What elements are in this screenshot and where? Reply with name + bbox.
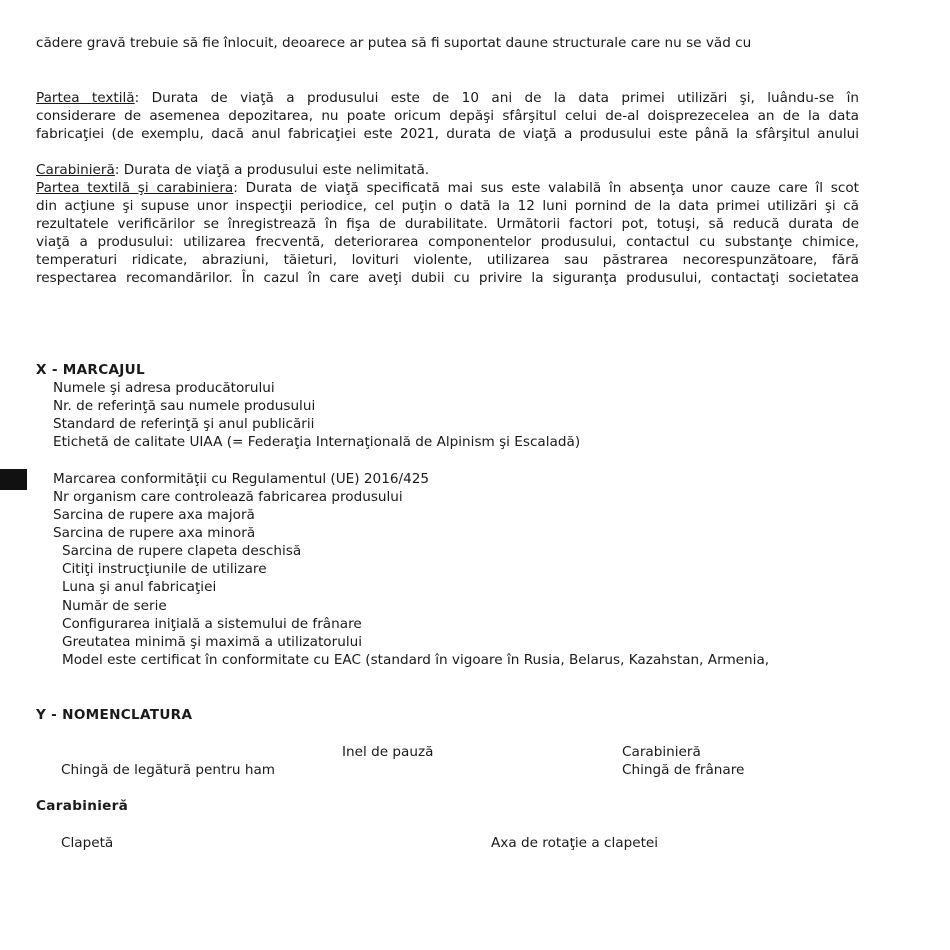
- label-carabiner: Carabinieră: [622, 744, 701, 760]
- label-gate-axis: Axa de rotaţie a clapetei: [491, 835, 659, 851]
- marking-item: Nr organism care controlează fabricarea produsului: [53, 489, 403, 505]
- textile-line-2: considerare de asemenea depozitarea, nu poate oricum depăşi sfârşitul celui de-al doisprezecelea an de la data: [36, 108, 859, 124]
- marking-item: Număr de serie: [62, 598, 167, 614]
- marking-item: Luna şi anul fabricaţiei: [62, 579, 217, 595]
- textile-label: Partea textilă: [36, 90, 135, 106]
- marking-item: Standard de referinţă şi anul publicării: [53, 416, 315, 432]
- marking-item: Nr. de referinţă sau numele produsului: [53, 398, 316, 414]
- lifetime-intro-line: cădere gravă trebuie să fie înlocuit, deoarece ar putea să fi suportat daune structurale care nu se văd cu: [36, 35, 752, 51]
- carabiner-label: Carabinieră: [36, 162, 115, 178]
- marking-item: Citiţi instrucţiunile de utilizare: [62, 561, 267, 577]
- marking-item: Sarcina de rupere clapeta deschisă: [62, 543, 302, 559]
- both-line-3: rezultatele verificărilor se înregistrează în fişa de durabilitate. Următorii factori pot, totuşi, să reducă durata de: [36, 216, 859, 232]
- carabiner-subheading: Carabinieră: [36, 798, 129, 814]
- both-line-5: temperaturi ridicate, abraziuni, tăieturi, lovituri violente, utilizarea sau păstrarea necorespunzătoare, fără: [36, 252, 859, 268]
- marking-item: Greutatea minimă şi maximă a utilizatorului: [62, 634, 362, 650]
- marking-item: Configurarea iniţială a sistemului de frânare: [62, 616, 362, 632]
- nomenclature-heading: Y - NOMENCLATURA: [36, 707, 193, 723]
- both-line-2: din acţiune şi supuse unor inspecţii periodice, cel puţin o dată la 12 luni pornind de la data primei utilizări şi că: [36, 198, 859, 214]
- textile-line-3: fabricaţiei (de exemplu, dacă anul fabricaţiei este 2021, durata de viaţă a produsului este până la sfârşitul anului: [36, 126, 859, 142]
- both-label: Partea textilă şi carabiniera: [36, 180, 234, 196]
- marking-item: Etichetă de calitate UIAA (= Federaţia Internaţională de Alpinism şi Escaladă): [53, 434, 581, 450]
- label-gate: Clapetă: [61, 835, 114, 851]
- marking-item: Sarcina de rupere axa majoră: [53, 507, 255, 523]
- section-tab-marker: [0, 469, 27, 490]
- both-line-1: Partea textilă şi carabiniera: Durata de viaţă specificată mai sus este valabilă în absenţa unor cauze care îl scot: [36, 180, 859, 196]
- both-line-4: viaţă a produsului: utilizarea frecventă, deteriorarea componentelor produsului, contactul cu substanţe chimice,: [36, 234, 859, 250]
- marking-item: Model este certificat în conformitate cu EAC (standard în vigoare în Rusia, Belarus, Kazahstan, Armenia,: [62, 652, 770, 668]
- marking-item: Numele şi adresa producătorului: [53, 380, 275, 396]
- textile-line-1: Partea textilă: Durata de viaţă a produsului este de 10 ani de la data primei utilizări şi, luându-se în: [36, 90, 859, 106]
- marking-item: Sarcina de rupere axa minoră: [53, 525, 256, 541]
- label-brake-strap: Chingă de frânare: [622, 762, 745, 778]
- marking-heading: X - MARCAJUL: [36, 362, 145, 378]
- marking-item: Marcarea conformităţii cu Regulamentul (UE) 2016/425: [53, 471, 430, 487]
- carabiner-lifetime-line: Carabinieră: Durata de viaţă a produsului este nelimitată.: [36, 162, 430, 178]
- both-line-6: respectarea recomandărilor. În cazul în care aveţi dubii cu privire la siguranţa produsului, contactaţi societatea: [36, 270, 859, 286]
- label-ring: Inel de pauză: [342, 744, 434, 760]
- label-strap: Chingă de legătură pentru ham: [61, 762, 276, 778]
